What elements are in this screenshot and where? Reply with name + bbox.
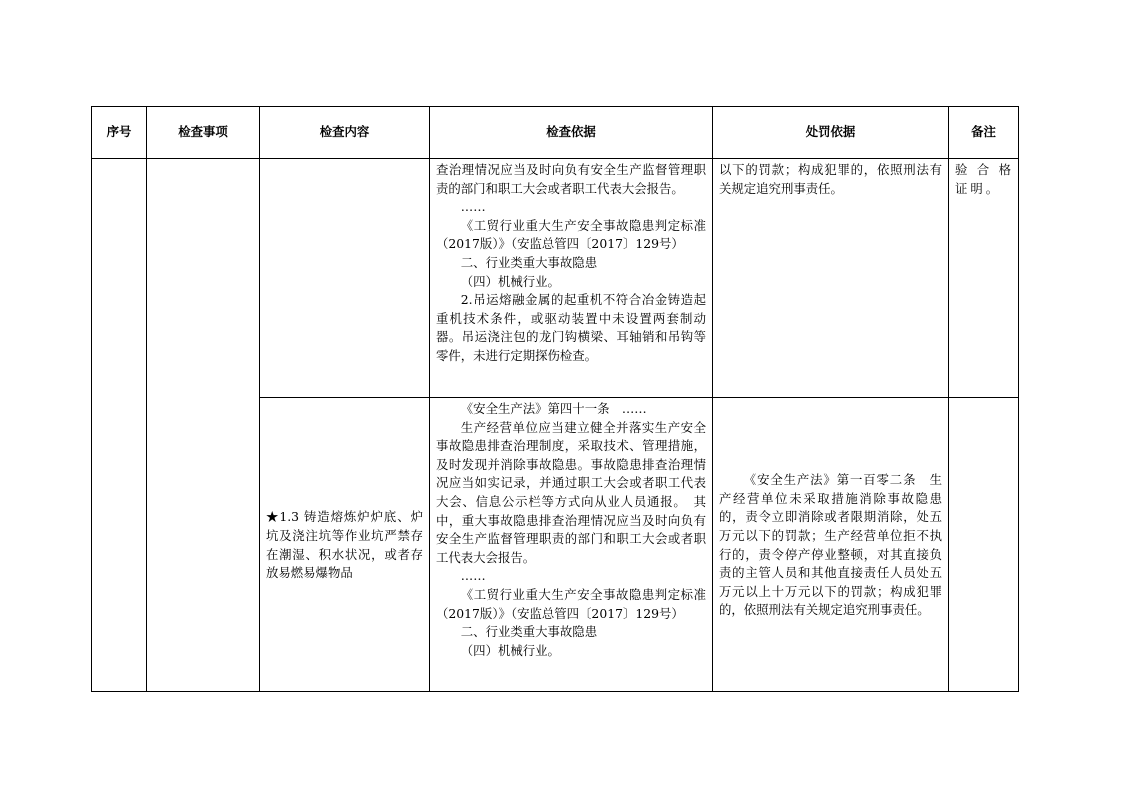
standard-title: 《工贸行业重大生产安全事故隐患判定标准（2017版）》（安监总管四〔2017〕129号） [436, 217, 706, 252]
header-note: 备注 [949, 107, 1019, 159]
header-seq: 序号 [92, 107, 147, 159]
basis-cell [430, 159, 713, 398]
basis-text: 查治理情况应当及时向负有安全生产监督管理职责的部门和职工大会或者职工代表大会报告。 [436, 162, 706, 196]
content-cell [260, 398, 430, 692]
subsection-heading: （四）机械行业。 [460, 273, 560, 289]
table-row [92, 159, 1019, 398]
note-cell [949, 398, 1019, 692]
basis-item: 2.吊运熔融金属的起重机不符合冶金铸造起重机技术条件，或驱动装置中未设置两套制动器。吊运浇注包的龙门钩横梁、耳轴销和吊钩等零件，未进行定期探伤检查。 [436, 292, 706, 363]
content-text: ★1.3 铸造熔炼炉炉底、炉坑及浇注坑等作业坑严禁存在潮湿、积水状况，或者存放易燃易爆物品 [266, 509, 423, 581]
ellipsis: …… [460, 568, 486, 584]
penalty-text: 《安全生产法》第一百零二条 生产经营单位未采取措施消除事故隐患的，责令立即消除或者限期消除，处五万元以下的罚款；生产经营单位拒不执行的，责令停产停业整顿，对其直接负责的主管人员和其他直接责任人员处五万元以上十万元以下的罚款；构成犯罪的，依照刑法有关规定追究刑事责任。 [719, 472, 942, 618]
section-heading: 二、行业类重大事故隐患 [460, 254, 598, 270]
penalty-cell [713, 398, 949, 692]
basis-cell [430, 398, 713, 692]
ellipsis: …… [460, 199, 486, 215]
subsection-heading: （四）机械行业。 [460, 642, 560, 658]
header-penalty: 处罚依据 [713, 107, 949, 159]
law-reference: 《安全生产法》第四十一条 …… [460, 401, 647, 416]
content-cell [260, 159, 430, 398]
section-heading: 二、行业类重大事故隐患 [460, 624, 598, 640]
header-item: 检查事项 [147, 107, 260, 159]
penalty-text: 以下的罚款；构成犯罪的，依照刑法有关规定追究刑事责任。 [719, 162, 942, 196]
header-basis: 检查依据 [430, 107, 713, 159]
standard-title: 《工贸行业重大生产安全事故隐患判定标准（2017版）》（安监总管四〔2017〕129号） [436, 586, 706, 621]
penalty-cell [713, 159, 949, 398]
header-row [92, 107, 1019, 159]
basis-text: 生产经营单位应当建立健全并落实生产安全事故隐患排查治理制度，采取技术、管理措施，及时发现并消除事故隐患。事故隐患排查治理情况应当如实记录，并通过职工大会或者职工代表大会、信息公示栏等方式向从业人员通报。 其中，重大事故隐患排查治理情况应当及时向负有安全生产监督管理职责的部门和职工大会或者职工代表大会报告。 [436, 419, 706, 565]
note-text: 验合格证明。 [955, 162, 1014, 196]
note-cell [949, 159, 1019, 398]
inspection-table [91, 106, 1019, 692]
seq-cell [92, 159, 147, 692]
header-content: 检查内容 [260, 107, 430, 159]
item-cell [147, 159, 260, 692]
